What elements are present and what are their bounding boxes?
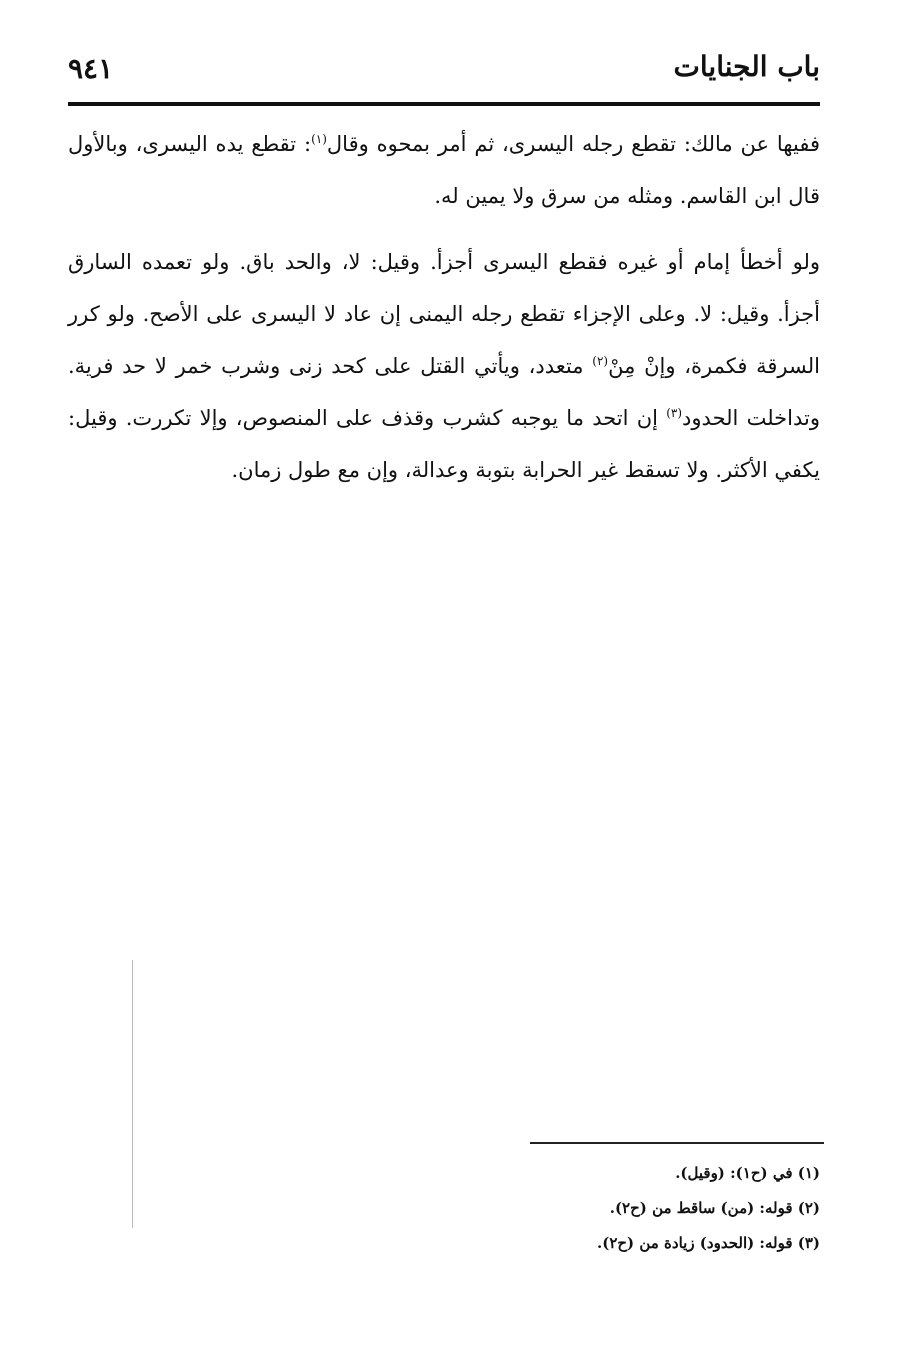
page-number: ٩٤١ bbox=[68, 52, 114, 85]
footnote-separator bbox=[530, 1142, 824, 1144]
footnote-ref-3: (٣) bbox=[666, 406, 683, 420]
footnote-1: (١) في (ح١): (وقيل). bbox=[675, 1164, 820, 1182]
footnotes bbox=[300, 1156, 820, 1261]
paragraph-1 bbox=[68, 118, 820, 222]
footnote-ref-2: (٢) bbox=[592, 354, 609, 368]
footnote-2: (٢) قوله: (من) ساقط من (ح٢). bbox=[609, 1199, 820, 1217]
footnote-3: (٣) قوله: (الحدود) زيادة من (ح٢). bbox=[596, 1234, 820, 1252]
paragraph-1-part-1: ففيها عن مالك: تقطع رجله اليسرى، ثم أمر بمحوه وقال bbox=[326, 132, 820, 156]
main-text bbox=[68, 118, 820, 496]
paragraph-2-part-3: إن اتحد ما يوجبه كشرب وقذف على المنصوص، وإلا تكررت. وقيل: يكفي الأكثر. ولا تسقط غير الحرابة بتوبة وعدالة، وإن مع طول زمان. bbox=[68, 406, 820, 482]
page-header bbox=[68, 50, 820, 98]
chapter-title: باب الجنايات bbox=[673, 50, 820, 83]
paragraph-2-part-2: متعدد، ويأتي القتل على كحد زنى وشرب خمر لا حد فرية. وتداخلت الحدود bbox=[68, 354, 820, 430]
header-rule bbox=[68, 102, 820, 106]
footnote-ref-1: (١) bbox=[311, 132, 327, 146]
scan-margin-line bbox=[132, 960, 133, 1228]
paragraph-2 bbox=[68, 236, 820, 496]
paragraph-2-part-1: ولو أخطأ إمام أو غيره فقطع اليسرى أجزأ. وقيل: لا، والحد باق. ولو تعمده السارق أجزأ. وقيل: لا. وعلى الإجزاء تقطع رجله اليمنى إن عاد لا اليسرى على الأصح. ولو كرر السرقة فكمرة، وإنْ مِنْ bbox=[68, 250, 820, 378]
paragraph-1-part-2: : تقطع يده اليسرى، وبالأول قال ابن القاسم. ومثله من سرق ولا يمين له. bbox=[68, 132, 820, 208]
